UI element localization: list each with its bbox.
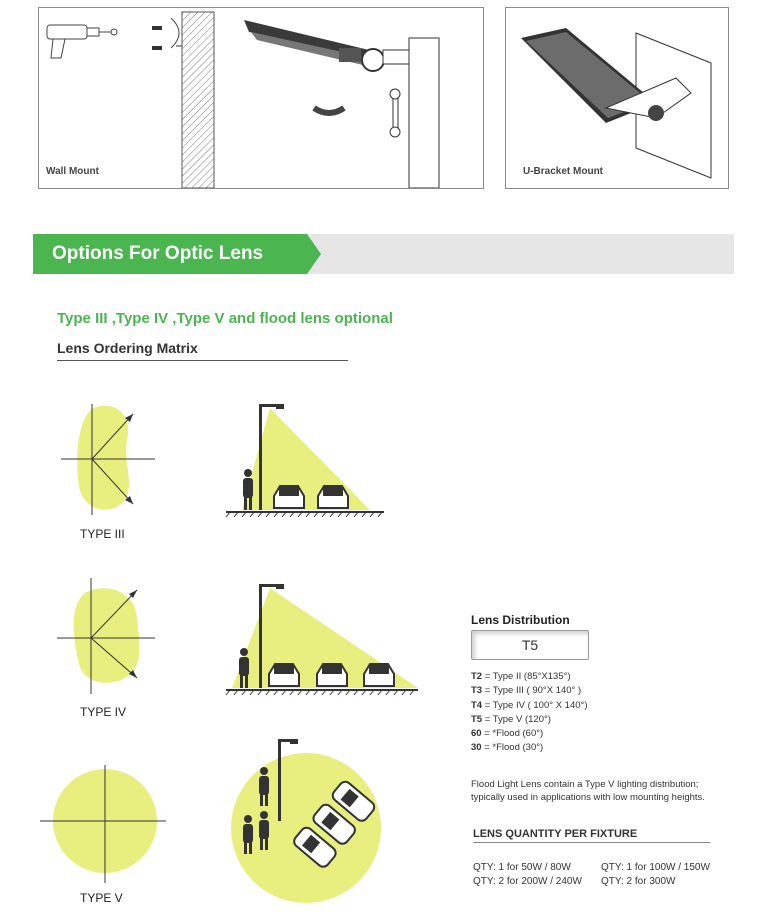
wall-mount-label: Wall Mount (46, 166, 99, 177)
matrix-title-underline (57, 360, 348, 361)
wall-section (182, 12, 214, 188)
type-v-label: TYPE V (80, 891, 123, 905)
quantity-entry: QTY: 1 for 50W / 80W (473, 862, 571, 873)
type-iv-street-illustration (222, 580, 422, 700)
lens-option: T3 = Type III ( 90°X 140° ) (471, 685, 582, 697)
rotate-arrow-icon (314, 108, 344, 113)
car-icon (318, 486, 348, 508)
lens-option: T5 = Type V (120°) (471, 713, 551, 725)
ubracket-mount-label: U-Bracket Mount (523, 166, 604, 177)
wrench-icon (390, 89, 400, 137)
ubracket-mount-panel (505, 7, 729, 189)
quantity-entry: QTY: 2 for 200W / 240W (473, 876, 582, 887)
quantity-entry: QTY: 1 for 100W / 150W (601, 862, 710, 873)
anchor-bolts (152, 26, 162, 50)
lens-quantity-title: LENS QUANTITY PER FIXTURE (473, 828, 638, 840)
lens-quantity-underline (473, 842, 710, 843)
lens-distribution-title: Lens Distribution (471, 613, 570, 627)
ubracket-mount-illustration (506, 8, 728, 188)
section-title: Options For Optic Lens (52, 243, 264, 264)
car-icon (364, 664, 394, 686)
banner-background (300, 234, 734, 274)
wall-mount-illustration (39, 8, 483, 188)
car-icon (274, 486, 304, 508)
lens-option: 60 = *Flood (60°) (471, 728, 544, 740)
car-icon (269, 664, 299, 686)
type-iii-label: TYPE III (80, 527, 125, 541)
flood-lens-note: Flood Light Lens contain a Type V lighting distribution; typically used in applications with low mounting heights. (471, 779, 705, 803)
lens-options-heading: Type III ,Type IV ,Type V and flood lens optional (57, 310, 393, 327)
lens-option: T2 = Type II (85°X135°) (471, 671, 571, 682)
car-icon (317, 664, 347, 686)
lens-option: T4 = Type IV ( 100° X 140°) (471, 699, 588, 711)
type-iii-street-illustration (222, 400, 387, 520)
drill-icon (47, 25, 117, 58)
lens-options-list (471, 670, 587, 756)
type-iv-distribution-diagram (55, 578, 165, 698)
type-v-distribution-diagram (38, 765, 168, 885)
type-iv-label: TYPE IV (80, 705, 127, 719)
matrix-title: Lens Ordering Matrix (57, 340, 198, 356)
type-iii-distribution-diagram (55, 400, 165, 520)
lens-option: 30 = *Flood (30°) (471, 742, 544, 754)
wall-mount-panel (38, 7, 484, 189)
lens-distribution-selection[interactable]: T5 (471, 630, 589, 660)
pole-section (409, 38, 439, 188)
quantity-entry: QTY: 2 for 300W (601, 876, 676, 887)
type-v-parking-illustration (228, 735, 388, 905)
street-light-fixture (244, 20, 409, 71)
